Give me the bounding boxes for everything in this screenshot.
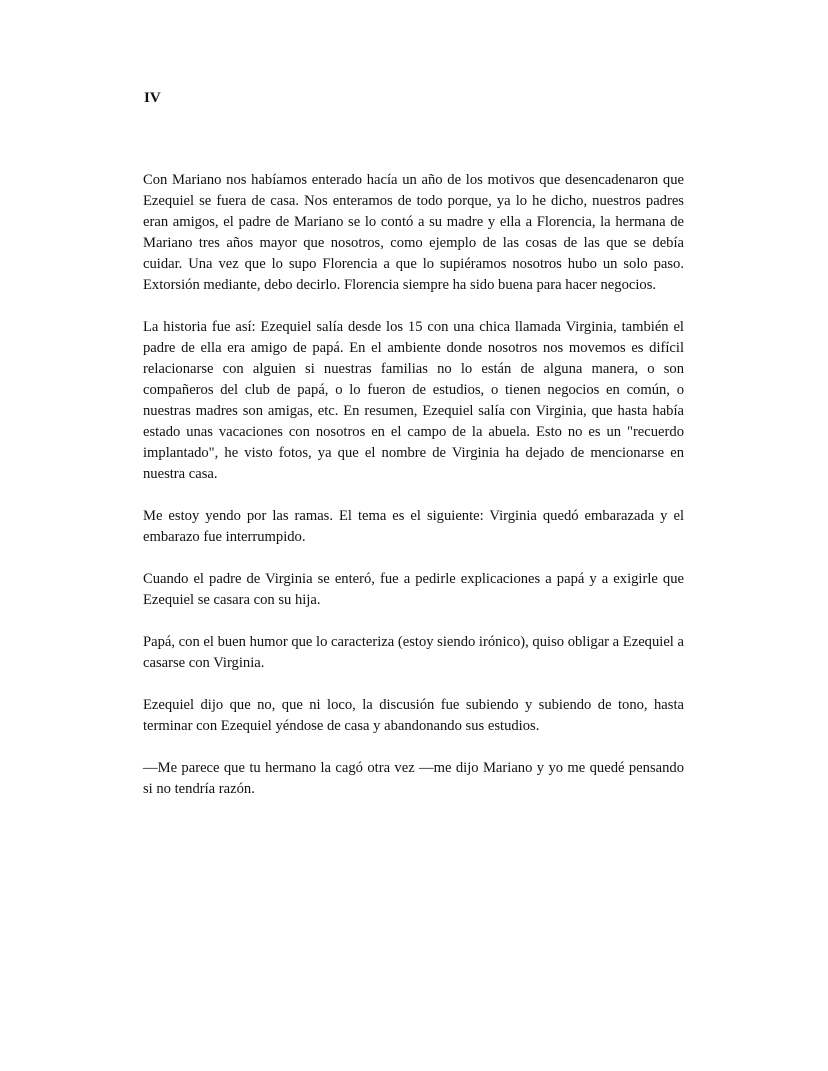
paragraph: Con Mariano nos habíamos enterado hacía un año de los motivos que desencadenaron que Ezequiel se fuera de casa. Nos enteramos de todo porque, ya lo he dicho, nuestros padres eran amigos, el padre de Mariano se lo contó a su madre y ella a Florencia, la hermana de Mariano tres años mayor que nosotros, como ejemplo de las cosas de las que se debía cuidar. Una vez que lo supo Florencia a que lo supiéramos nosotros hubo un solo paso. Extorsión mediante, debo decirlo. Florencia siempre ha sido buena para hacer negocios. bbox=[143, 172, 684, 293]
chapter-body bbox=[143, 170, 684, 821]
paragraph: —Me parece que tu hermano la cagó otra vez —me dijo Mariano y yo me quedé pensando si no tendría razón. bbox=[143, 760, 684, 797]
paragraph: Ezequiel dijo que no, que ni loco, la discusión fue subiendo y subiendo de tono, hasta terminar con Ezequiel yéndose de casa y abandonando sus estudios. bbox=[143, 697, 684, 734]
paragraph: Cuando el padre de Virginia se enteró, fue a pedirle explicaciones a papá y a exigirle que Ezequiel se casara con su hija. bbox=[143, 571, 684, 608]
paragraph: La historia fue así: Ezequiel salía desde los 15 con una chica llamada Virginia, también el padre de ella era amigo de papá. En el ambiente donde nosotros nos movemos es difícil relacionarse con alguien si nuestras familias no lo están de alguna manera, o son compañeros del club de papá, o lo fueron de estudios, o tienen negocios en común, o nuestras madres son amigas, etc. En resumen, Ezequiel salía con Virginia, que hasta había estado unas vacaciones con nosotros en el campo de la abuela. Esto no es un "recuerdo implantado", he visto fotos, ya que el nombre de Virginia ha dejado de mencionarse en nuestra casa. bbox=[143, 319, 684, 482]
paragraph: Papá, con el buen humor que lo caracteriza (estoy siendo irónico), quiso obligar a Ezequiel a casarse con Virginia. bbox=[143, 634, 684, 671]
paragraph: Me estoy yendo por las ramas. El tema es el siguiente: Virginia quedó embarazada y el embarazo fue interrumpido. bbox=[143, 508, 684, 545]
chapter-title: IV bbox=[144, 90, 161, 106]
